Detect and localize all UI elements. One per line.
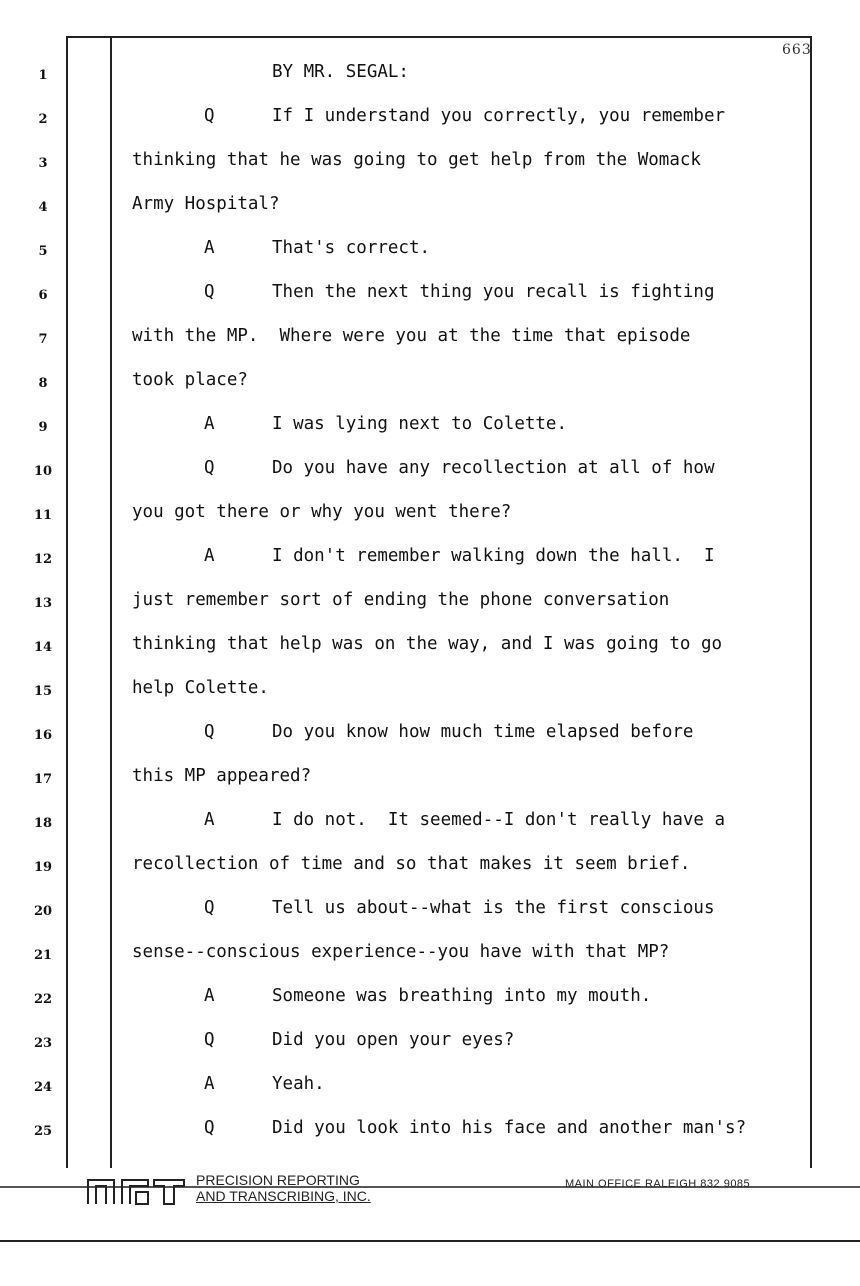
line-text: I was lying next to Colette. [272, 414, 568, 434]
transcript-line [0, 458, 860, 486]
transcript-line [0, 282, 860, 310]
line-number: 19 [33, 860, 53, 875]
line-text: sense--conscious experience--you have with that MP? [132, 942, 670, 962]
transcript-line [0, 326, 860, 354]
transcript-line [0, 414, 860, 442]
company-name [196, 1172, 371, 1204]
line-number: 8 [38, 376, 48, 391]
line-number: 15 [33, 684, 53, 699]
line-number: 20 [33, 904, 53, 919]
line-text: If I understand you correctly, you remember [272, 106, 726, 126]
line-text: thinking that help was on the way, and I was going to go [132, 634, 723, 654]
company-logo [86, 1172, 186, 1206]
line-number: 11 [33, 508, 53, 523]
line-number: 3 [38, 156, 48, 171]
speaker-label: A [204, 414, 215, 434]
line-number: 17 [33, 772, 53, 787]
line-number: 21 [33, 948, 53, 963]
speaker-label: A [204, 238, 215, 258]
page-number: 663 [782, 42, 812, 58]
line-number: 12 [33, 552, 53, 567]
line-number: 13 [33, 596, 53, 611]
transcript-line [0, 1030, 860, 1058]
transcript-line [0, 898, 860, 926]
company-name-line2: AND TRANSCRIBING, INC. [196, 1188, 371, 1204]
line-number: 16 [33, 728, 53, 743]
transcript-line [0, 150, 860, 178]
line-text: Army Hospital? [132, 194, 280, 214]
page-bottom-rule [0, 1240, 860, 1242]
line-number: 1 [38, 68, 48, 83]
transcript-line [0, 678, 860, 706]
line-text: just remember sort of ending the phone conversation [132, 590, 670, 610]
transcript-line [0, 634, 860, 662]
company-name-line1: PRECISION REPORTING [196, 1172, 360, 1188]
line-text: with the MP. Where were you at the time that episode [132, 326, 691, 346]
line-text: I do not. It seemed--I don't really have a [272, 810, 726, 830]
speaker-label: Q [204, 106, 215, 126]
line-number: 5 [38, 244, 48, 259]
speaker-label: Q [204, 1118, 215, 1138]
line-text: I don't remember walking down the hall. I [272, 546, 715, 566]
speaker-label: A [204, 546, 215, 566]
line-number: 22 [33, 992, 53, 1007]
line-number: 14 [33, 640, 53, 655]
transcript-line [0, 106, 860, 134]
line-number: 6 [38, 288, 48, 303]
speaker-label: Q [204, 282, 215, 302]
line-number: 7 [38, 332, 48, 347]
transcript-line [0, 238, 860, 266]
line-text: took place? [132, 370, 248, 390]
line-text: thinking that he was going to get help from the Womack [132, 150, 701, 170]
line-text: Do you know how much time elapsed before [272, 722, 694, 742]
line-text: help Colette. [132, 678, 269, 698]
speaker-label: Q [204, 1030, 215, 1050]
transcript-line [0, 546, 860, 574]
transcript-line [0, 502, 860, 530]
line-text: Do you have any recollection at all of how [272, 458, 715, 478]
line-text: you got there or why you went there? [132, 502, 512, 522]
line-number: 25 [33, 1124, 53, 1139]
line-number: 2 [38, 112, 48, 127]
line-text: Did you look into his face and another man's? [272, 1118, 747, 1138]
line-number: 24 [33, 1080, 53, 1095]
speaker-label: A [204, 1074, 215, 1094]
line-text: That's correct. [272, 238, 431, 258]
line-text: Did you open your eyes? [272, 1030, 515, 1050]
transcript-line [0, 194, 860, 222]
line-text: recollection of time and so that makes it seem brief. [132, 854, 691, 874]
line-text: BY MR. SEGAL: [272, 62, 409, 82]
transcript-line [0, 722, 860, 750]
line-number: 10 [33, 464, 53, 479]
line-number: 9 [38, 420, 48, 435]
line-text: this MP appeared? [132, 766, 312, 786]
line-number: 18 [33, 816, 53, 831]
transcript-line [0, 854, 860, 882]
transcript-line [0, 810, 860, 838]
transcript-line [0, 986, 860, 1014]
transcript-line [0, 370, 860, 398]
speaker-label: A [204, 810, 215, 830]
speaker-label: Q [204, 458, 215, 478]
line-text: Tell us about--what is the first conscious [272, 898, 715, 918]
transcript-line [0, 1074, 860, 1102]
speaker-label: Q [204, 898, 215, 918]
line-number: 4 [38, 200, 48, 215]
line-text: Someone was breathing into my mouth. [272, 986, 652, 1006]
transcript-line [0, 942, 860, 970]
speaker-label: A [204, 986, 215, 1006]
line-number: 23 [33, 1036, 53, 1051]
transcript-line [0, 590, 860, 618]
transcript-line [0, 766, 860, 794]
transcript-line [0, 1118, 860, 1146]
line-text: Yeah. [272, 1074, 325, 1094]
office-info: MAIN OFFICE RALEIGH 832 9085 [565, 1178, 751, 1190]
transcript-line [0, 62, 860, 90]
line-text: Then the next thing you recall is fighting [272, 282, 715, 302]
speaker-label: Q [204, 722, 215, 742]
